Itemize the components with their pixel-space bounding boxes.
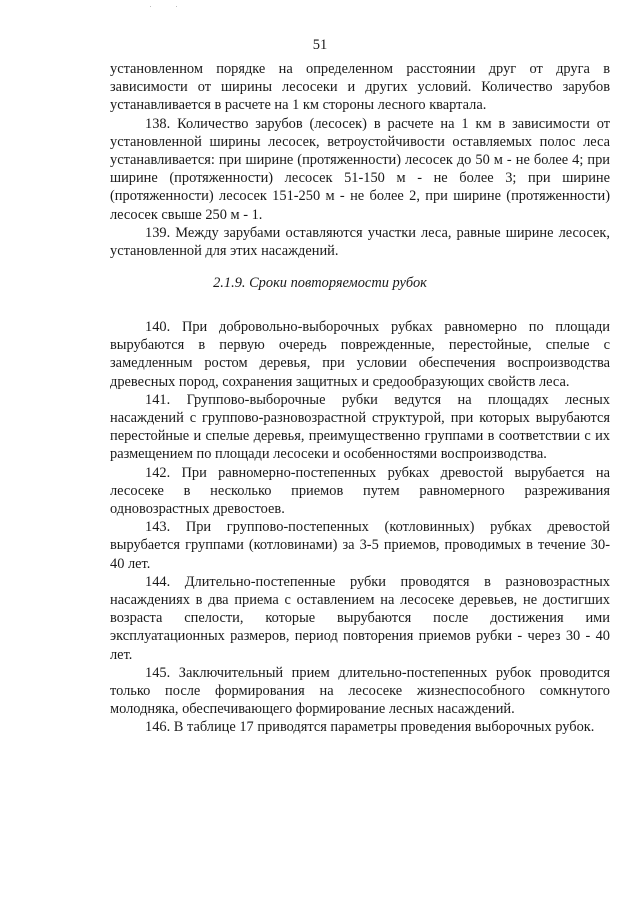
section-heading: 2.1.9. Сроки повторяемости рубок	[213, 275, 427, 291]
paragraph-146: 146. В таблице 17 приводятся параметры проведения выборочных рубок.	[145, 719, 595, 736]
paragraph-141: 141. Группово-выборочные рубки ведутся на площадях лесных насаждений с группово-разновозрастной структурой, при которых вырубаются перестойные и спелые деревья, преимущественно группами в соответствии с их размещением по площади лесосеки и особенностями воспроизводства.	[110, 391, 610, 463]
paragraph-139: 139. Между зарубами оставляются участки леса, равные ширине лесосек, установленной для этих насаждений.	[110, 224, 610, 260]
paragraph-143: 143. При группово-постепенных (котловинных) рубках древостой вырубается группами (котловинами) за 3-5 приемов, проводимых в течение 30-40 лет.	[110, 519, 610, 572]
top-text-block	[110, 60, 610, 260]
paragraph-142: 142. При равномерно-постепенных рубках древостой вырубается на лесосеке в несколько приемов путем равномерного разреживания одновозрастных древостоев.	[110, 464, 610, 518]
page-number: 51	[312, 37, 328, 53]
scan-speck	[150, 6, 151, 7]
paragraph-144: 144. Длительно-постепенные рубки проводятся в разновозрастных насаждениях в два приема с оставлением на лесосеке деревьев, не достигших возраста спелости, которые вырубаются после достижения ими эксплуатационных размеров, период повторения приемов рубки - через 30 - 40 лет.	[110, 573, 610, 663]
scan-speck	[176, 6, 177, 7]
paragraph-145: 145. Заключительный прием длительно-постепенных рубок проводится только после формирования на лесосеке жизнеспособного сомкнутого молодняка, обеспечивающего формирование лесных насаждений.	[110, 664, 610, 718]
paragraph-138: 138. Количество зарубов (лесосек) в расчете на 1 км в зависимости от установленной ширины лесосек, ветроустойчивости оставляемых полос леса устанавливается: при ширине (протяженности) лесосек до 50 м - не более 4; при ширине (протяженности) лесосек 51-150 м - не более 3; при ширине (протяженности) лесосек 151-250 м - не более 2, при ширине (протяженности) лесосек свыше 250 м - 1.	[110, 115, 610, 223]
paragraph-140: 140. При добровольно-выборочных рубках равномерно по площади вырубаются в первую очередь поврежденные, перестойные, спелые с замедленным ростом деревья, при условии обеспечения воспроизводства древесных пород, сохранения защитных и средообразующих свойств леса.	[110, 319, 610, 390]
paragraph-continuation: установленном порядке на определенном расстоянии друг от друга в зависимости от ширины лесосеки и других условий. Количество зарубов устанавливается в расчете на 1 км стороны лесного квартала.	[110, 61, 610, 114]
bottom-text-block	[110, 318, 610, 737]
